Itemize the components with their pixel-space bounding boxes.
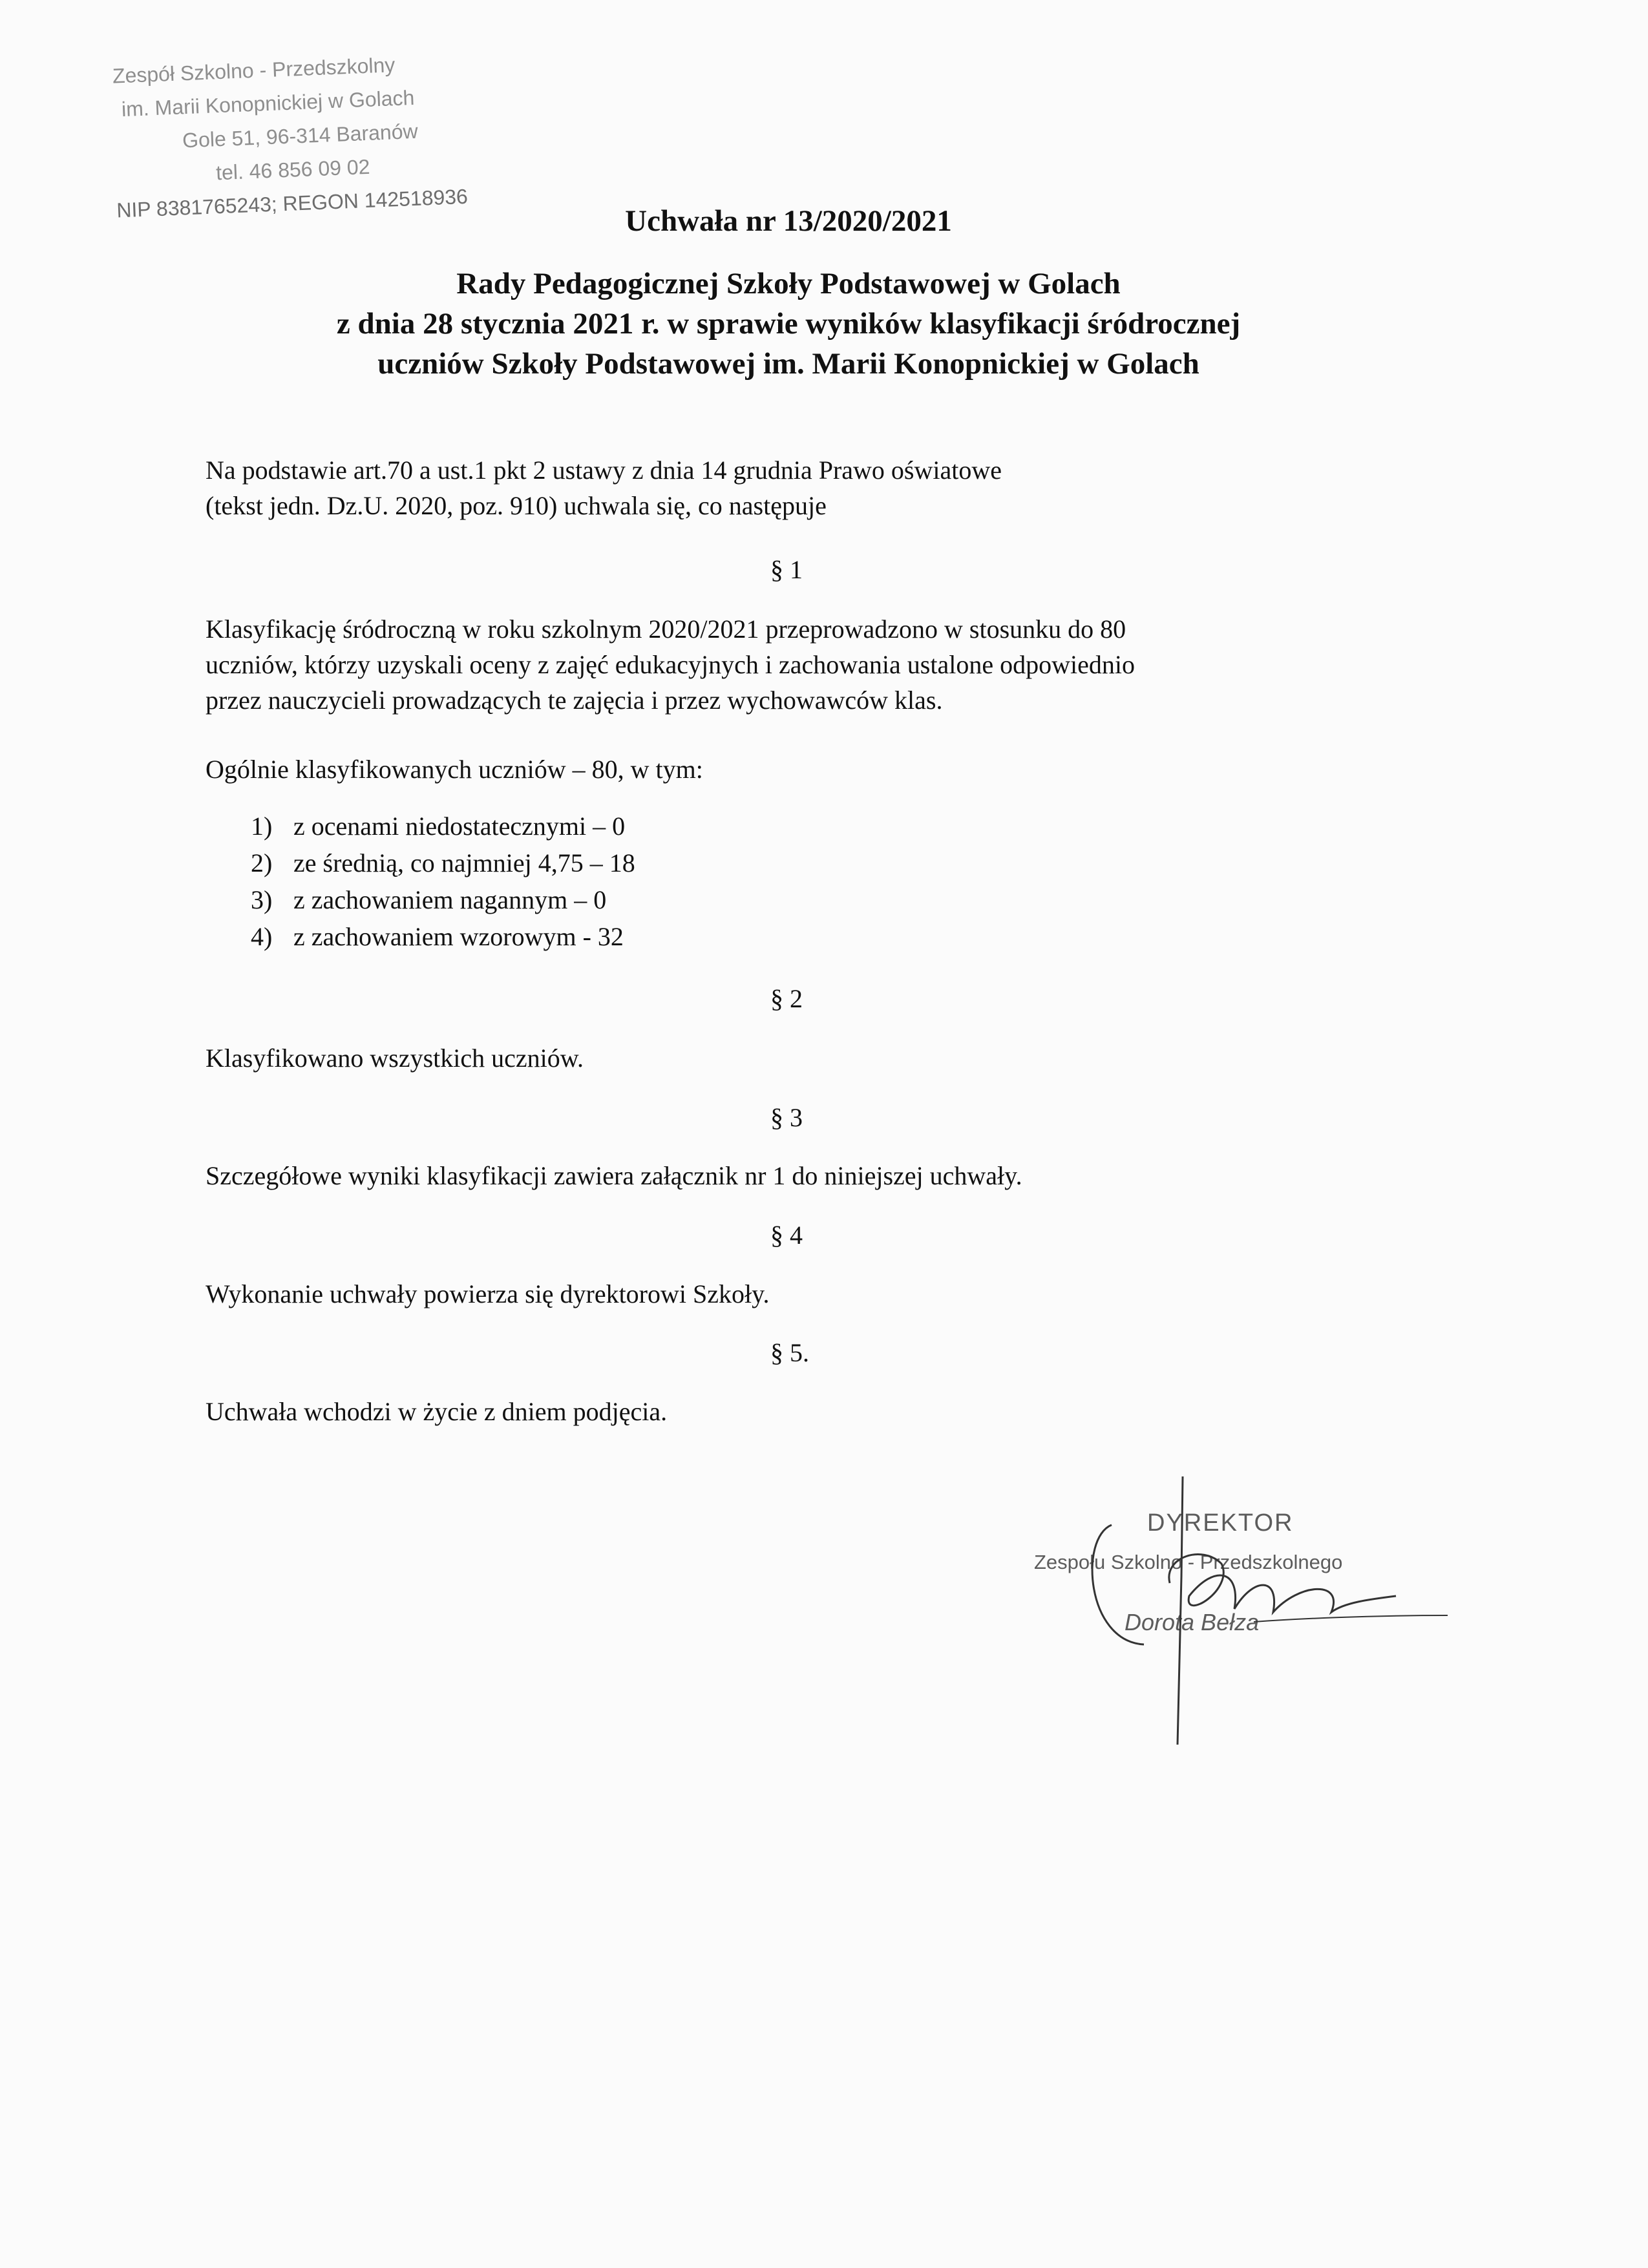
legal-basis-paragraph	[206, 452, 1002, 523]
subtitle-line-1: Rady Pedagogicznej Szkoły Podstawowej w Golach	[456, 267, 1121, 300]
signature-organization: Zespołu Szkolno - Przedszkolnego	[1034, 1551, 1343, 1573]
director-signature-block	[1008, 1460, 1474, 1758]
section-2-text: Klasyfikowano wszystkich uczniów.	[206, 1044, 584, 1073]
section-5-label: § 5.	[770, 1338, 809, 1367]
list-item	[251, 918, 635, 955]
section-3-label: § 3	[770, 1103, 803, 1132]
classification-summary: Ogólnie klasyfikowanych uczniów – 80, w tym:	[206, 755, 703, 784]
section-1-paragraph	[206, 611, 1135, 718]
list-item	[251, 845, 635, 881]
list-item-number: 4)	[251, 922, 273, 951]
list-item-text: z zachowaniem nagannym – 0	[293, 885, 607, 914]
section-5-text: Uchwała wchodzi w życie z dniem podjęcia.	[206, 1397, 668, 1426]
section-1-line-3: przez nauczycieli prowadzących te zajęcia i przez wychowawców klas.	[206, 686, 943, 715]
section-4-label: § 4	[770, 1221, 803, 1250]
list-item	[251, 881, 635, 918]
legal-basis-line-1: Na podstawie art.70 a ust.1 pkt 2 ustawy z dnia 14 grudnia Prawo oświatowe	[206, 456, 1002, 485]
list-item-text: z zachowaniem wzorowym - 32	[293, 922, 624, 951]
list-item-number: 1)	[251, 812, 273, 841]
resolution-subtitle	[200, 264, 1377, 384]
stamp-line-patron: im. Marii Konopnickiej w Golach	[121, 85, 415, 121]
section-3-text: Szczegółowe wyniki klasyfikacji zawiera załącznik nr 1 do niniejszej uchwały.	[206, 1161, 1022, 1190]
resolution-title: Uchwała nr 13/2020/2021	[625, 204, 952, 238]
list-item-number: 2)	[251, 848, 273, 877]
section-1-label: § 1	[770, 555, 803, 584]
stamp-line-address: Gole 51, 96-314 Baranów	[182, 119, 419, 152]
list-item	[251, 808, 635, 845]
handwritten-signature-icon	[1008, 1460, 1474, 1758]
stamp-line-school: Zespół Szkolno - Przedszkolny	[112, 53, 396, 88]
subtitle-line-3: uczniów Szkoły Podstawowej im. Marii Konopnickiej w Golach	[377, 347, 1199, 381]
school-stamp	[107, 43, 527, 227]
section-1-line-1: Klasyfikację śródroczną w roku szkolnym 2020/2021 przeprowadzono w stosunku do 80	[206, 614, 1126, 644]
signature-name: Dorota Bełza	[1125, 1609, 1260, 1635]
legal-basis-line-2: (tekst jedn. Dz.U. 2020, poz. 910) uchwala się, co następuje	[206, 491, 827, 520]
list-item-number: 3)	[251, 885, 273, 914]
section-2-label: § 2	[770, 984, 803, 1013]
section-1-line-2: uczniów, którzy uzyskali oceny z zajęć edukacyjnych i zachowania ustalone odpowiednio	[206, 650, 1135, 679]
list-item-text: ze średnią, co najmniej 4,75 – 18	[293, 848, 635, 877]
stamp-line-phone: tel. 46 856 09 02	[215, 154, 371, 185]
stamp-line-nip-regon: NIP 8381765243; REGON 142518936	[116, 184, 469, 222]
list-item-text: z ocenami niedostatecznymi – 0	[293, 812, 626, 841]
subtitle-line-2: z dnia 28 stycznia 2021 r. w sprawie wyników klasyfikacji śródrocznej	[336, 307, 1241, 341]
signature-title: DYREKTOR	[1147, 1509, 1294, 1537]
section-4-text: Wykonanie uchwały powierza się dyrektorowi Szkoły.	[206, 1279, 770, 1308]
classification-list	[251, 808, 635, 955]
